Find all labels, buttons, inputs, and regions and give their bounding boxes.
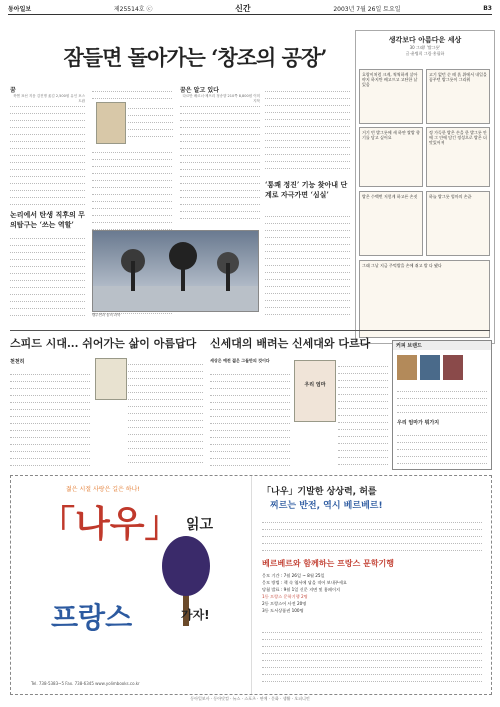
ad-right-list: [262, 572, 482, 614]
issue-number: 제25514호 ⓒ: [113, 5, 153, 13]
photo-caption: 렘수면과 꿈의 과학: [92, 313, 121, 317]
article2-body-col2: [265, 85, 350, 175]
ad-right-panel: [251, 476, 492, 694]
comic-panel-2: 고기 없던 순 때 흙 위에서 내일을 꿈꾸던 밥그릇이 그리워: [426, 69, 490, 124]
issue-date: 2003년 7월 26일 토요일: [333, 5, 401, 13]
article2-label: 꿈은 알고 있다: [180, 87, 219, 94]
ad-contact[interactable]: Tel. 738-5383~5 Fax. 738-6345 www.yolimbooks.co.kr: [31, 681, 140, 686]
article1-body-col2-top: [92, 85, 172, 100]
ad-right-body: [262, 516, 482, 554]
comic-panel-3: 거기 빈 밥그릇에 새 하얀 쌀밥 향기를 담고 싶어요: [359, 127, 423, 187]
ad-right-line: 응모 방법 : 책 속 엽서에 답을 적어 보내주세요: [262, 580, 347, 585]
section2-headline-right: 신세대의 배려는 신세대와 다르다: [210, 337, 371, 350]
comic-subtitle: 30 그래! '밥그릇': [409, 45, 441, 50]
ad-reading: 읽고: [186, 517, 214, 533]
section2-label-right: 세상은 예전 젊은 그들만의 것이다: [210, 358, 270, 363]
ad-right-line: 응모 기간 : 7월 26일 ~ 8월 25일: [262, 573, 325, 578]
sidebar-text-2: [397, 429, 487, 465]
article1-body-col2-side: [128, 102, 173, 142]
sidebar-booklist: [392, 340, 492, 470]
article1-subheading: 논리에서 탄생 직후의 무의탐구는 ‘쓰는 역할’: [10, 210, 85, 229]
page-footer: 동아일보사 · 동아닷컴 · 뉴스 · 스포츠 · 연예 · 문화 · 생활 · 오피니언: [190, 696, 310, 701]
section-divider: [10, 330, 490, 331]
ad-right-line: 2등 프랑스어 사전 20명: [262, 601, 307, 606]
section2-left-col2: [128, 358, 203, 468]
ad-right-headline-2: 찌르는 반전, 역시 베르베르!: [270, 501, 383, 511]
sidebar-title: 커피 브랜드: [393, 341, 491, 350]
ad-right-line: 당첨 발표 : 9월 1일 신문 지면 및 홈페이지: [262, 587, 341, 592]
umbrella-photo: [92, 230, 259, 312]
book-cover-image: [96, 102, 126, 144]
sidebar-text-1: [397, 385, 487, 415]
comic-panel-6: 하늘 밥그릇 엄마의 손끝: [426, 191, 490, 256]
section2-right-col1: [210, 368, 290, 468]
ad-right-line: 1등 프랑스 문학기행 2명: [262, 594, 308, 599]
sidebar-book-img-2: [420, 355, 440, 380]
umbrella-photo-art: [93, 231, 258, 311]
ad-france-title: 프랑스: [51, 601, 133, 634]
ad-left-panel: [11, 476, 251, 694]
section-title: 신간: [235, 3, 251, 13]
paper-name: 동아일보: [8, 5, 32, 13]
article1-label: 꿈: [10, 87, 16, 94]
section2-book-cover-right: [294, 360, 336, 422]
ad-right-subheadline: 베르베르와 함께하는 프랑스 문학기행: [262, 559, 395, 568]
sidebar-book-img-3: [443, 355, 463, 380]
sidebar-book-img-1: [397, 355, 417, 380]
section2-book-cover-left: [95, 358, 127, 400]
section2-headline-left: 스피드 시대... 쉬어가는 삶이 아름답다: [10, 337, 197, 350]
comic-author: 글·윤병희 그림·홍필하: [405, 51, 445, 56]
ad-right-line: 3등 도서상품권 100명: [262, 608, 304, 613]
comic-panel-5: 밥은 수백번 저렇게 하고픈 손짓: [359, 191, 423, 256]
section2-right-col2: [338, 360, 388, 468]
section2-label-left: 천천히: [10, 359, 25, 365]
ad-right-fineprint: [262, 626, 482, 686]
article1-body-col1b: [10, 232, 85, 317]
ad-right-headline-1: 「나우」기발한 상상력, 허를: [262, 487, 377, 497]
ad-nau-title: 「나우」: [39, 503, 181, 545]
section2-book-title: 우리 엄마: [304, 382, 326, 388]
page-number: B3: [483, 4, 492, 12]
article2-body-col2b: [265, 210, 350, 320]
comic-strip: [355, 30, 495, 344]
article1-byline: 북엔 표선 지음 김진명 옮김 2,500원 유인 포스트잡: [13, 94, 85, 103]
ad-tagline: 젊은 시절 사랑은 길은 하나!: [66, 486, 140, 493]
article2-byline: 다르만 베르너·제프리 정송향 210쪽 8,800원 이미지북: [182, 94, 260, 103]
comic-title: 생각보다 아름다운 세상: [388, 36, 462, 44]
ad-go: 가자!: [181, 608, 210, 622]
article2-body-col1: [180, 100, 260, 225]
comic-panel-7: 그래 그날 지금 주먹밥을 손에 쥐고 밥 다 됐다: [359, 260, 490, 338]
article1-body-col1: [10, 100, 85, 205]
comic-panel-1: 호랑이처럼 크게, 씩씩하게 살아야지 하지만 배고프고 고단한 날 있음: [359, 69, 423, 124]
article2-subheading: ‘통쾌 정진’ 기능 찾아내 단계로 자극가면 ‘심실’: [265, 180, 348, 199]
main-headline: 잠들면 돌아가는 ‘창조의 공장’: [63, 45, 327, 70]
section2-left-col1: [10, 368, 90, 468]
page-header: [8, 2, 492, 15]
sidebar-title-2: 우리 엄마가 뭐가지: [397, 420, 440, 426]
comic-panel-4: 정 가득한 밥은 손을 한 밥그릇 안에 그 안에 담긴 정성으로 밥은 더 맛있어져: [426, 127, 490, 187]
ad-banner[interactable]: [10, 475, 492, 695]
